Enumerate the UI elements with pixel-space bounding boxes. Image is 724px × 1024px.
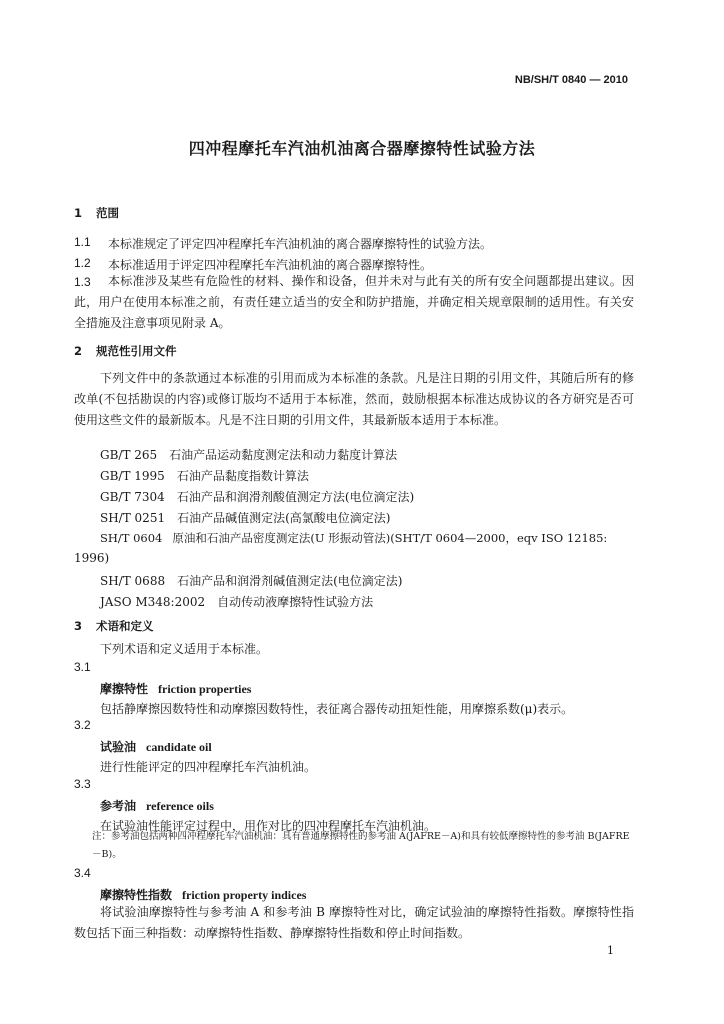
- term-3-2: [100, 738, 212, 755]
- clause-1-2-text: 本标准适用于评定四冲程摩托车汽油机油的离合器摩擦特性。: [108, 258, 433, 272]
- term-3-3-note: 注：参考油包括两种四冲程摩托车汽油机油：具有普通摩擦特性的参考油 A(JAFRE－A)和具有较低摩擦特性的参考油 B(JAFRE－B)。: [92, 831, 630, 860]
- ref-sht0604: [100, 530, 607, 546]
- clause-1-2-number: 1.2: [74, 256, 91, 270]
- ref-code: GB/T 7304: [100, 490, 165, 504]
- term-en: candidate oil: [146, 740, 212, 754]
- ref-code: SH/T 0604: [100, 531, 163, 545]
- ref-code: SH/T 0688: [100, 574, 166, 588]
- term-3-3-definition: 在试验油性能评定过程中，用作对比的四冲程摩托车汽油机油。: [100, 819, 437, 833]
- ref-gbt265: [100, 446, 397, 463]
- term-3-4-definition: 将试验油摩擦特性与参考油 A 和参考油 B 摩擦特性对比，确定试验油的摩擦特性指数。摩擦特性指数包括下面三种指数：动摩擦特性指数、静摩擦特性指数和停止时间指数。: [74, 905, 634, 940]
- ref-title: 石油产品和润滑剂酸值测定方法(电位滴定法): [176, 490, 415, 504]
- ref-title: 石油产品碱值测定法(高氯酸电位滴定法): [177, 511, 391, 525]
- term-en: reference oils: [146, 799, 214, 813]
- section-2-title: 规范性引用文件: [96, 344, 177, 358]
- page-number: 1: [607, 944, 614, 957]
- document-title: 四冲程摩托车汽油机油离合器摩擦特性试验方法: [188, 139, 536, 158]
- ref-sht0604-continuation: 1996): [74, 551, 110, 565]
- ref-title: 自动传动液摩擦特性试验方法: [217, 595, 374, 609]
- ref-gbt7304: [100, 488, 414, 505]
- ref-code: GB/T 265: [100, 448, 158, 462]
- term-3-3-number: 3.3: [74, 777, 91, 791]
- term-3-1-definition: 包括静摩擦因数特性和动摩擦因数特性，表征离合器传动扭矩性能，用摩擦系数(μ)表示。: [100, 702, 574, 716]
- clause-1-1-text: 本标准规定了评定四冲程摩托车汽油机油的离合器摩擦特性的试验方法。: [108, 237, 493, 251]
- clause-1-3-number: 1.3: [74, 275, 91, 289]
- term-en: friction property indices: [182, 888, 307, 902]
- section-1-number: 1: [74, 206, 83, 220]
- ref-sht0251: [100, 509, 390, 526]
- section-2-heading: [74, 343, 177, 359]
- clause-1-3-text: 本标准涉及某些有危险性的材料、操作和设备，但并未对与此有关的所有安全问题都提出建议。因此，用户在使用本标准之前，有责任建立适当的安全和防护措施，并确定相关规章限制的适用性。有关安全措施及注意事项见附录 A。: [74, 274, 634, 330]
- ref-jaso-m348: [100, 593, 373, 610]
- term-3-4: [100, 886, 306, 903]
- section-3-intro: 下列术语和定义适用于本标准。: [100, 642, 269, 656]
- ref-code: GB/T 1995: [100, 469, 165, 483]
- term-cn: 试验油: [100, 740, 137, 754]
- ref-sht0688: [100, 572, 402, 589]
- ref-gbt1995: [100, 467, 309, 484]
- ref-title: 石油产品黏度指数计算法: [176, 469, 309, 483]
- section-1-heading: [74, 205, 119, 221]
- term-3-1-number: 3.1: [74, 660, 91, 674]
- section-2-intro: 下列文件中的条款通过本标准的引用而成为本标准的条款。凡是注日期的引用文件，其随后所有的修改单(不包括勘误的内容)或修订版均不适用于本标准，然而，鼓励根据本标准达成协议的各方研究是否可使用这些文件的最新版本。凡是不注日期的引用文件，其最新版本适用于本标准。: [74, 371, 634, 427]
- term-3-1: [100, 680, 251, 697]
- ref-code: JASO M348:2002: [100, 595, 206, 609]
- term-cn: 参考油: [100, 799, 137, 813]
- term-3-2-number: 3.2: [74, 718, 91, 732]
- ref-title: 石油产品运动黏度测定法和动力黏度计算法: [169, 448, 398, 462]
- term-en: friction properties: [158, 682, 252, 696]
- ref-title: 石油产品和润滑剂碱值测定法(电位滴定法): [177, 574, 403, 588]
- section-2-number: 2: [74, 344, 83, 358]
- ref-title: 原油和石油产品密度测定法(U 形振动管法)(SHT/T 0604—2000，eqv ISO 12185:: [172, 531, 608, 545]
- term-cn: 摩擦特性: [100, 682, 149, 696]
- clause-1-1-number: 1.1: [74, 235, 91, 249]
- section-3-title: 术语和定义: [96, 619, 154, 633]
- section-1-title: 范围: [96, 206, 120, 220]
- term-3-4-number: 3.4: [74, 866, 91, 880]
- term-3-2-definition: 进行性能评定的四冲程摩托车汽油机油。: [100, 760, 317, 774]
- section-3-heading: [74, 618, 154, 634]
- ref-code: SH/T 0251: [100, 511, 166, 525]
- standard-code: NB/SH/T 0840 — 2010: [514, 74, 628, 86]
- section-3-number: 3: [74, 619, 83, 633]
- term-3-3: [100, 797, 214, 814]
- term-cn: 摩擦特性指数: [100, 888, 173, 902]
